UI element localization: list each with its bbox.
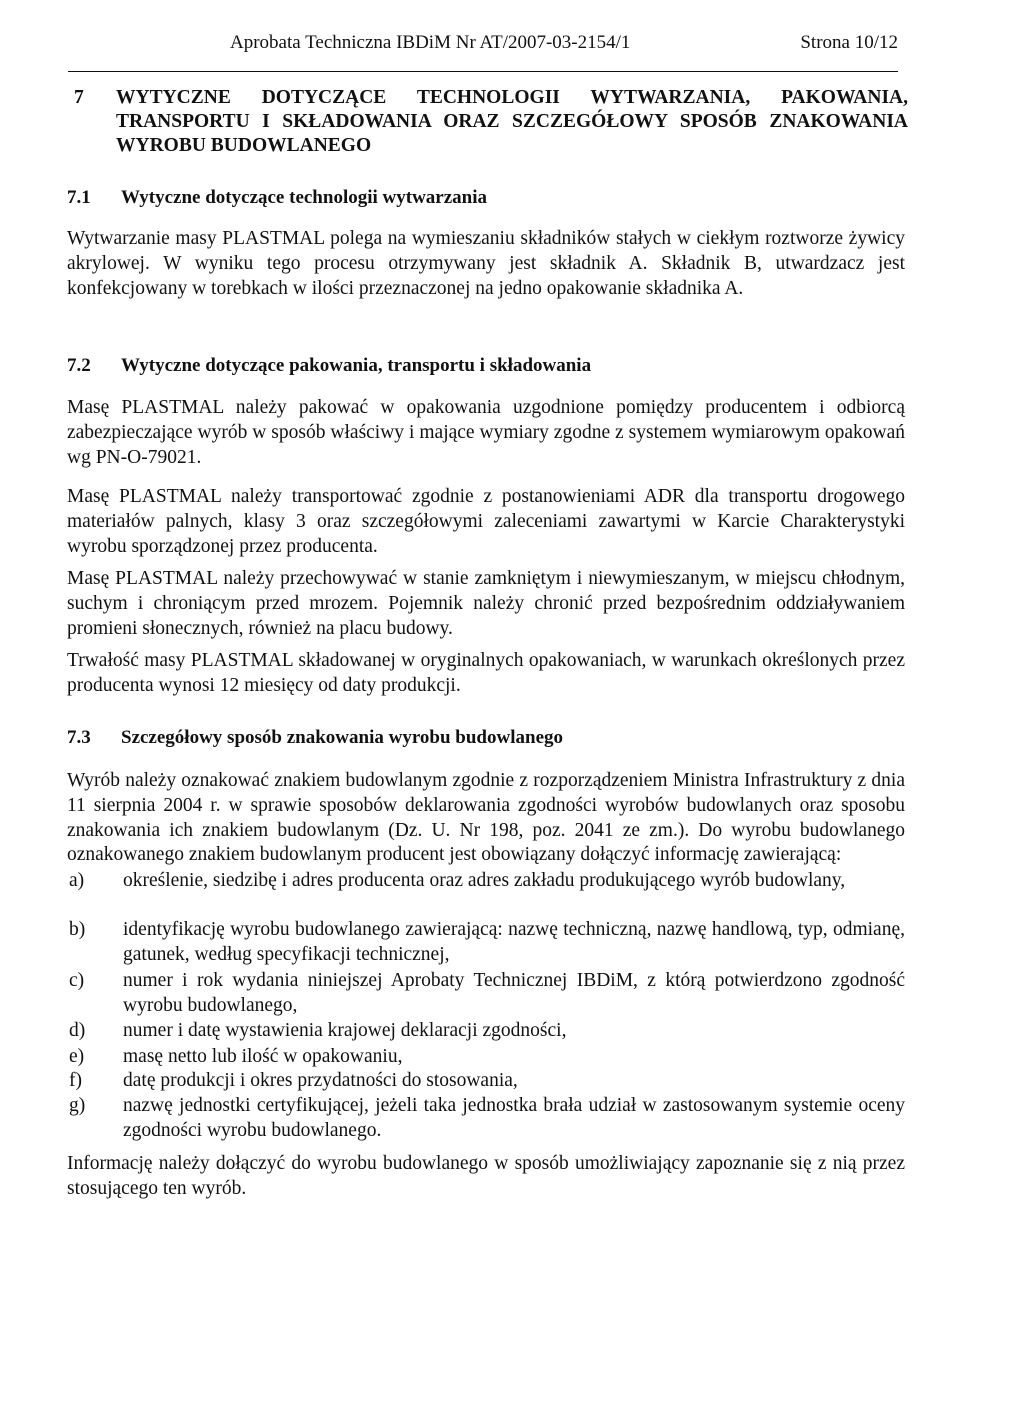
subsection-title: Wytyczne dotyczące technologii wytwarzania bbox=[121, 187, 488, 208]
page-header bbox=[68, 28, 898, 58]
list-label: b) bbox=[69, 919, 86, 940]
list-text: określenie, siedzibę i adres producenta oraz adres zakładu produkującego wyrób budowlany, bbox=[123, 870, 846, 891]
header-divider bbox=[68, 71, 898, 72]
list-label: a) bbox=[69, 870, 85, 891]
paragraph: Masę PLASTMAL należy transportować zgodnie z postanowieniami ADR dla transportu drogowego materiałów palnych, klasy 3 oraz szczegółowymi zaleceniami zawartymi w Karcie Charakterystyki wyrobu sporządzonej przez producenta. bbox=[67, 486, 905, 557]
list-label: d) bbox=[69, 1020, 86, 1041]
list-text: identyfikację wyrobu budowlanego zawierającą: nazwę techniczną, nazwę handlową, typ, odmianę, gatunek, według specyfikacji technicznej, bbox=[123, 919, 905, 965]
list-text: numer i rok wydania niniejszej Aprobaty Technicznej IBDiM, z którą potwierdzono zgodność wyrobu budowlanego, bbox=[123, 970, 905, 1016]
list-label: g) bbox=[69, 1095, 86, 1116]
subsection-title: Wytyczne dotyczące pakowania, transportu i składowania bbox=[121, 355, 592, 376]
header-title: Aprobata Techniczna IBDiM Nr AT/2007-03-2154/1 bbox=[230, 32, 631, 53]
section-title: WYTYCZNE DOTYCZĄCE TECHNOLOGII WYTWARZANIA, PAKOWANIA, TRANSPORTU I SKŁADOWANIA ORAZ SZCZEGÓŁOWY SPOSÓB ZNAKOWANIA WYROBU BUDOWLANEGO bbox=[116, 87, 908, 156]
list-label: c) bbox=[69, 970, 85, 991]
page-number: Strona 10/12 bbox=[800, 32, 898, 53]
subsection-title: Szczegółowy sposób znakowania wyrobu budowlanego bbox=[121, 727, 564, 748]
subsection-number: 7.1 bbox=[67, 187, 91, 208]
paragraph: Masę PLASTMAL należy pakować w opakowania uzgodnione pomiędzy producentem i odbiorcą zabezpieczające wyrób w sposób właściwy i mające wymiary zgodne z systemem wymiarowym opakowań wg PN-O-79021. bbox=[67, 397, 905, 468]
list-label: f) bbox=[69, 1070, 82, 1091]
subsection-number: 7.2 bbox=[67, 355, 91, 376]
paragraph: Wyrób należy oznakować znakiem budowlanym zgodnie z rozporządzeniem Ministra Infrastruktury z dnia 11 sierpnia 2004 r. w sprawie sposobów deklarowania zgodności wyrobów budowlanych oraz sposobu znakowania ich znakiem budowlanym (Dz. U. Nr 198, poz. 2041 ze zm.). Do wyrobu budowlanego oznakowanego znakiem budowlanym producent jest obowiązany dołączyć informację zawierającą: bbox=[67, 770, 905, 866]
paragraph: Wytwarzanie masy PLASTMAL polega na wymieszaniu składników stałych w ciekłym roztworze żywicy akrylowej. W wyniku tego procesu otrzymywany jest składnik A. Składnik B, utwardzacz jest konfekcjowany w torebkach w ilości przeznaczonej na jedno opakowanie składnika A. bbox=[67, 228, 905, 299]
list-text: datę produkcji i okres przydatności do stosowania, bbox=[123, 1070, 518, 1091]
list-text: numer i datę wystawienia krajowej deklaracji zgodności, bbox=[123, 1020, 567, 1041]
list-label: e) bbox=[69, 1046, 85, 1067]
paragraph: Informację należy dołączyć do wyrobu budowlanego w sposób umożliwiający zapoznanie się z nią przez stosującego ten wyrób. bbox=[67, 1153, 905, 1199]
list-text: nazwę jednostki certyfikującej, jeżeli taka jednostka brała udział w zastosowanym systemie oceny zgodności wyrobu budowlanego. bbox=[123, 1095, 905, 1141]
paragraph: Masę PLASTMAL należy przechowywać w stanie zamkniętym i niewymieszanym, w miejscu chłodnym, suchym i chroniącym przed mrozem. Pojemnik należy chronić przed bezpośrednim oddziaływaniem promieni słonecznych, również na placu budowy. bbox=[67, 568, 905, 639]
paragraph: Trwałość masy PLASTMAL składowanej w oryginalnych opakowaniach, w warunkach określonych przez producenta wynosi 12 miesięcy od daty produkcji. bbox=[67, 650, 905, 696]
list-text: masę netto lub ilość w opakowaniu, bbox=[123, 1046, 403, 1067]
subsection-number: 7.3 bbox=[67, 727, 91, 748]
section-number: 7 bbox=[74, 87, 84, 108]
